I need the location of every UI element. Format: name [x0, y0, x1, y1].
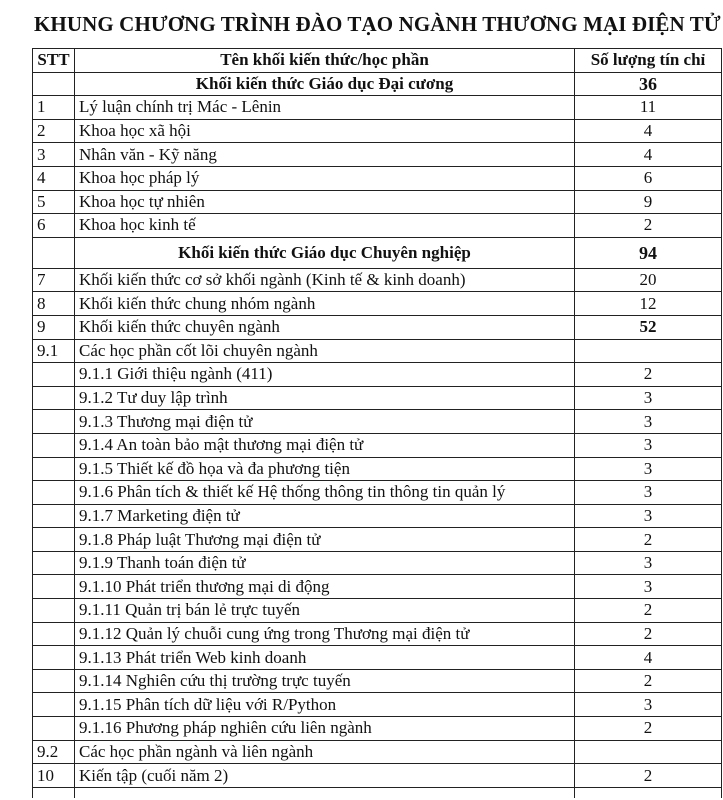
row-stt: [33, 433, 75, 457]
row-name: 9.1.10 Phát triển thương mại di động: [75, 575, 575, 599]
table-row: [33, 339, 722, 363]
table-row: [33, 457, 722, 481]
row-name: 9.1.4 An toàn bảo mật thương mại điện tử: [75, 433, 575, 457]
row-credits: 6: [575, 166, 722, 190]
row-stt: 6: [33, 214, 75, 238]
table-row: [33, 622, 722, 646]
row-stt: [33, 551, 75, 575]
row-stt: 7: [33, 268, 75, 292]
row-credits: 2: [575, 764, 722, 788]
row-name: 9.1.16 Phương pháp nghiên cứu liên ngành: [75, 717, 575, 741]
row-name: Khối kiến thức Giáo dục Đại cương: [75, 72, 575, 96]
row-stt: 4: [33, 166, 75, 190]
row-name: 9.1.9 Thanh toán điện tử: [75, 551, 575, 575]
table-row: [33, 166, 722, 190]
row-name: Khoa học xã hội: [75, 119, 575, 143]
row-stt: [33, 622, 75, 646]
table-row-partial: [33, 787, 722, 798]
table-row: [33, 410, 722, 434]
table-body: [33, 72, 722, 798]
row-name: 9.1.2 Tư duy lập trình: [75, 386, 575, 410]
row-credits: 3: [575, 386, 722, 410]
row-stt: [33, 72, 75, 96]
table-row: [33, 764, 722, 788]
row-name: Khối kiến thức cơ sở khối ngành (Kinh tế & kinh doanh): [75, 268, 575, 292]
row-credits: 2: [575, 717, 722, 741]
row-credits: 3: [575, 504, 722, 528]
row-stt: [33, 386, 75, 410]
row-credits: 3: [575, 457, 722, 481]
row-credits: [575, 339, 722, 363]
row-cell-partial: [575, 787, 722, 798]
row-name: Khối kiến thức chuyên ngành: [75, 315, 575, 339]
row-name: 9.1.12 Quản lý chuỗi cung ứng trong Thương mại điện tử: [75, 622, 575, 646]
table-row: [33, 214, 722, 238]
table-row: [33, 315, 722, 339]
row-credits: 2: [575, 622, 722, 646]
row-credits: 3: [575, 410, 722, 434]
row-stt: [33, 717, 75, 741]
row-name: 9.1.6 Phân tích & thiết kế Hệ thống thông tin thông tin quản lý: [75, 481, 575, 505]
table-row: [33, 481, 722, 505]
row-name: Các học phần ngành và liên ngành: [75, 740, 575, 764]
table-row: [33, 119, 722, 143]
row-stt: [33, 669, 75, 693]
header-name: Tên khối kiến thức/học phần: [75, 49, 575, 73]
row-credits: 52: [575, 315, 722, 339]
row-credits: 12: [575, 292, 722, 316]
table-header-row: [33, 49, 722, 73]
table-row: [33, 96, 722, 120]
table-row: [33, 386, 722, 410]
row-stt: 9.2: [33, 740, 75, 764]
table-row: [33, 363, 722, 387]
table-row: [33, 599, 722, 623]
row-stt: [33, 646, 75, 670]
row-credits: 2: [575, 528, 722, 552]
table-row: [33, 646, 722, 670]
row-stt: 3: [33, 143, 75, 167]
row-name: Khoa học pháp lý: [75, 166, 575, 190]
table-row: [33, 575, 722, 599]
row-credits: 4: [575, 143, 722, 167]
row-stt: [33, 575, 75, 599]
row-name: Khối kiến thức Giáo dục Chuyên nghiệp: [75, 237, 575, 268]
table-row: [33, 504, 722, 528]
row-name: 9.1.7 Marketing điện tử: [75, 504, 575, 528]
row-stt: [33, 481, 75, 505]
row-name: 9.1.3 Thương mại điện tử: [75, 410, 575, 434]
row-name: Các học phần cốt lõi chuyên ngành: [75, 339, 575, 363]
row-credits: 3: [575, 693, 722, 717]
row-stt: 10: [33, 764, 75, 788]
row-credits: 3: [575, 575, 722, 599]
row-credits: 3: [575, 481, 722, 505]
row-stt: 5: [33, 190, 75, 214]
row-credits: 2: [575, 669, 722, 693]
table-row: [33, 693, 722, 717]
row-name: Khối kiến thức chung nhóm ngành: [75, 292, 575, 316]
table-row: [33, 740, 722, 764]
row-name: 9.1.14 Nghiên cứu thị trường trực tuyến: [75, 669, 575, 693]
row-name: 9.1.15 Phân tích dữ liệu với R/Python: [75, 693, 575, 717]
row-cell-partial: [33, 787, 75, 798]
row-name: 9.1.13 Phát triển Web kinh doanh: [75, 646, 575, 670]
row-credits: 4: [575, 119, 722, 143]
row-stt: [33, 457, 75, 481]
row-credits: 2: [575, 363, 722, 387]
section-row: [33, 72, 722, 96]
table-row: [33, 292, 722, 316]
row-name: Kiến tập (cuối năm 2): [75, 764, 575, 788]
page-title: KHUNG CHƯƠNG TRÌNH ĐÀO TẠO NGÀNH THƯƠNG MẠI ĐIỆN TỬ: [34, 12, 721, 36]
row-stt: [33, 504, 75, 528]
row-stt: 9: [33, 315, 75, 339]
table-row: [33, 143, 722, 167]
table-row: [33, 551, 722, 575]
row-credits: 11: [575, 96, 722, 120]
row-stt: 9.1: [33, 339, 75, 363]
row-cell-partial: [75, 787, 575, 798]
table-row: [33, 190, 722, 214]
table-row: [33, 717, 722, 741]
row-stt: [33, 693, 75, 717]
row-name: 9.1.8 Pháp luật Thương mại điện tử: [75, 528, 575, 552]
row-credits: 94: [575, 237, 722, 268]
row-name: 9.1.11 Quản trị bán lẻ trực tuyến: [75, 599, 575, 623]
table-row: [33, 433, 722, 457]
section-row: [33, 237, 722, 268]
row-name: 9.1.1 Giới thiệu ngành (411): [75, 363, 575, 387]
row-credits: 2: [575, 214, 722, 238]
row-stt: [33, 410, 75, 434]
row-name: Nhân văn - Kỹ năng: [75, 143, 575, 167]
row-stt: [33, 599, 75, 623]
row-name: Lý luận chính trị Mác - Lênin: [75, 96, 575, 120]
row-name: Khoa học tự nhiên: [75, 190, 575, 214]
row-credits: 4: [575, 646, 722, 670]
row-credits: [575, 740, 722, 764]
row-stt: 1: [33, 96, 75, 120]
row-stt: 8: [33, 292, 75, 316]
row-stt: [33, 237, 75, 268]
row-credits: 2: [575, 599, 722, 623]
row-name: 9.1.5 Thiết kế đồ họa và đa phương tiện: [75, 457, 575, 481]
table-row: [33, 669, 722, 693]
row-credits: 36: [575, 72, 722, 96]
row-stt: [33, 363, 75, 387]
table-row: [33, 268, 722, 292]
table-row: [33, 528, 722, 552]
row-credits: 3: [575, 551, 722, 575]
header-credits: Số lượng tín chỉ: [575, 49, 722, 73]
row-stt: 2: [33, 119, 75, 143]
row-credits: 9: [575, 190, 722, 214]
row-name: Khoa học kinh tế: [75, 214, 575, 238]
curriculum-table: [32, 48, 722, 798]
header-stt: STT: [33, 49, 75, 73]
row-credits: 3: [575, 433, 722, 457]
row-credits: 20: [575, 268, 722, 292]
row-stt: [33, 528, 75, 552]
